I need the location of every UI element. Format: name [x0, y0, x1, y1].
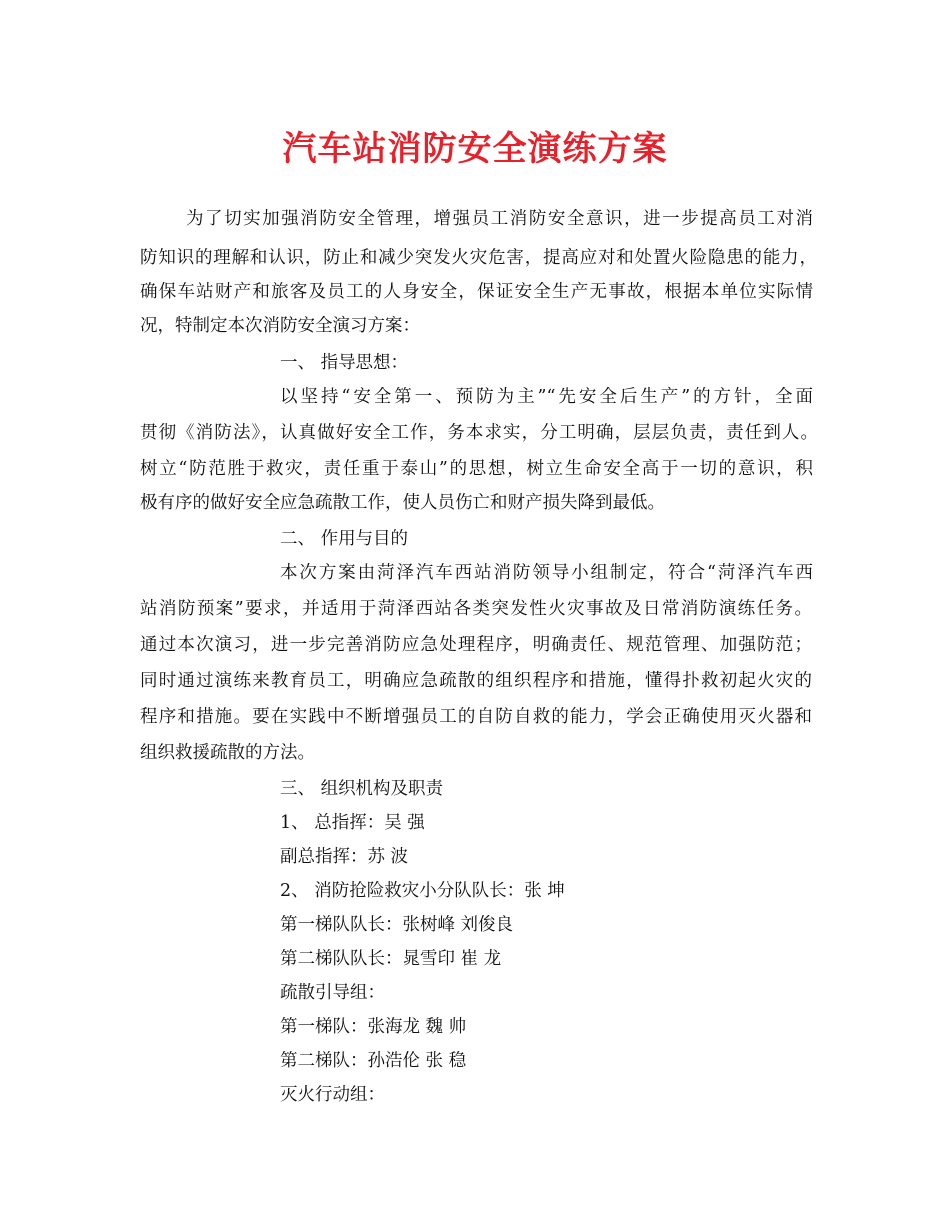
section-line: 贯彻《消防法》，认真做好安全工作，务本求实，分工明确，层层负责，责任到人。 [140, 423, 818, 443]
section-line: 通过本次演习，进一步完善消防应急处理程序，明确责任、规范管理、加强防范； [140, 635, 812, 655]
section-heading: 一、 指导思想： [280, 353, 409, 373]
section-heading: 二、 作用与目的 [280, 529, 409, 549]
org-item: 副总指挥：苏 波 [280, 847, 409, 867]
intro-line: 况，特制定本次消防安全演习方案： [140, 316, 420, 336]
section-line: 树立“防范胜于救灾，责任重于泰山”的思想，树立生命安全高于一切的意识，积 [140, 459, 813, 479]
org-item: 第二梯队：孙浩伦 张 稳 [280, 1051, 467, 1071]
org-item: 第二梯队队长：晁雪印 崔 龙 [280, 949, 502, 969]
section-line: 同时通过演练来教育员工，明确应急疏散的组织程序和措施，懂得扑救初起火灾的 [140, 671, 812, 691]
section-line: 本次方案由菏泽汽车西站消防领导小组制定，符合“菏泽汽车西 [280, 563, 813, 583]
intro-line: 为了切实加强消防安全管理，增强员工消防安全意识，进一步提高员工对消 [186, 209, 813, 229]
intro-line: 防知识的理解和认识，防止和减少突发火灾危害，提高应对和处置火险隐患的能力， [140, 248, 817, 268]
org-item: 疏散引导组： [280, 983, 385, 1003]
intro-line: 确保车站财产和旅客及员工的人身安全，保证安全生产无事故，根据本单位实际情 [140, 282, 813, 302]
org-item: 第一梯队队长：张树峰 刘俊良 [280, 915, 514, 935]
org-item: 1、 总指挥：吴 强 [280, 813, 425, 833]
org-item: 灭火行动组： [280, 1085, 385, 1105]
section-line: 组织救援疏散的方法。 [140, 743, 315, 763]
section-heading: 三、 组织机构及职责 [280, 779, 444, 799]
org-item: 第一梯队：张海龙 魏 帅 [280, 1017, 467, 1037]
document-title: 汽车站消防安全演练方案 [282, 129, 668, 169]
section-line: 极有序的做好安全应急疏散工作，使人员伤亡和财产损失降到最低。 [140, 493, 665, 513]
section-line: 程序和措施。要在实践中不断增强员工的自防自救的能力，学会正确使用灭火器和 [140, 707, 812, 727]
org-item: 2、 消防抢险救灾小分队队长：张 坤 [280, 881, 565, 901]
section-line: 以坚持“安全第一、预防为主”“先安全后生产”的方针，全面 [280, 387, 813, 407]
section-line: 站消防预案”要求，并适用于菏泽西站各类突发性火灾事故及日常消防演练任务。 [140, 599, 812, 619]
